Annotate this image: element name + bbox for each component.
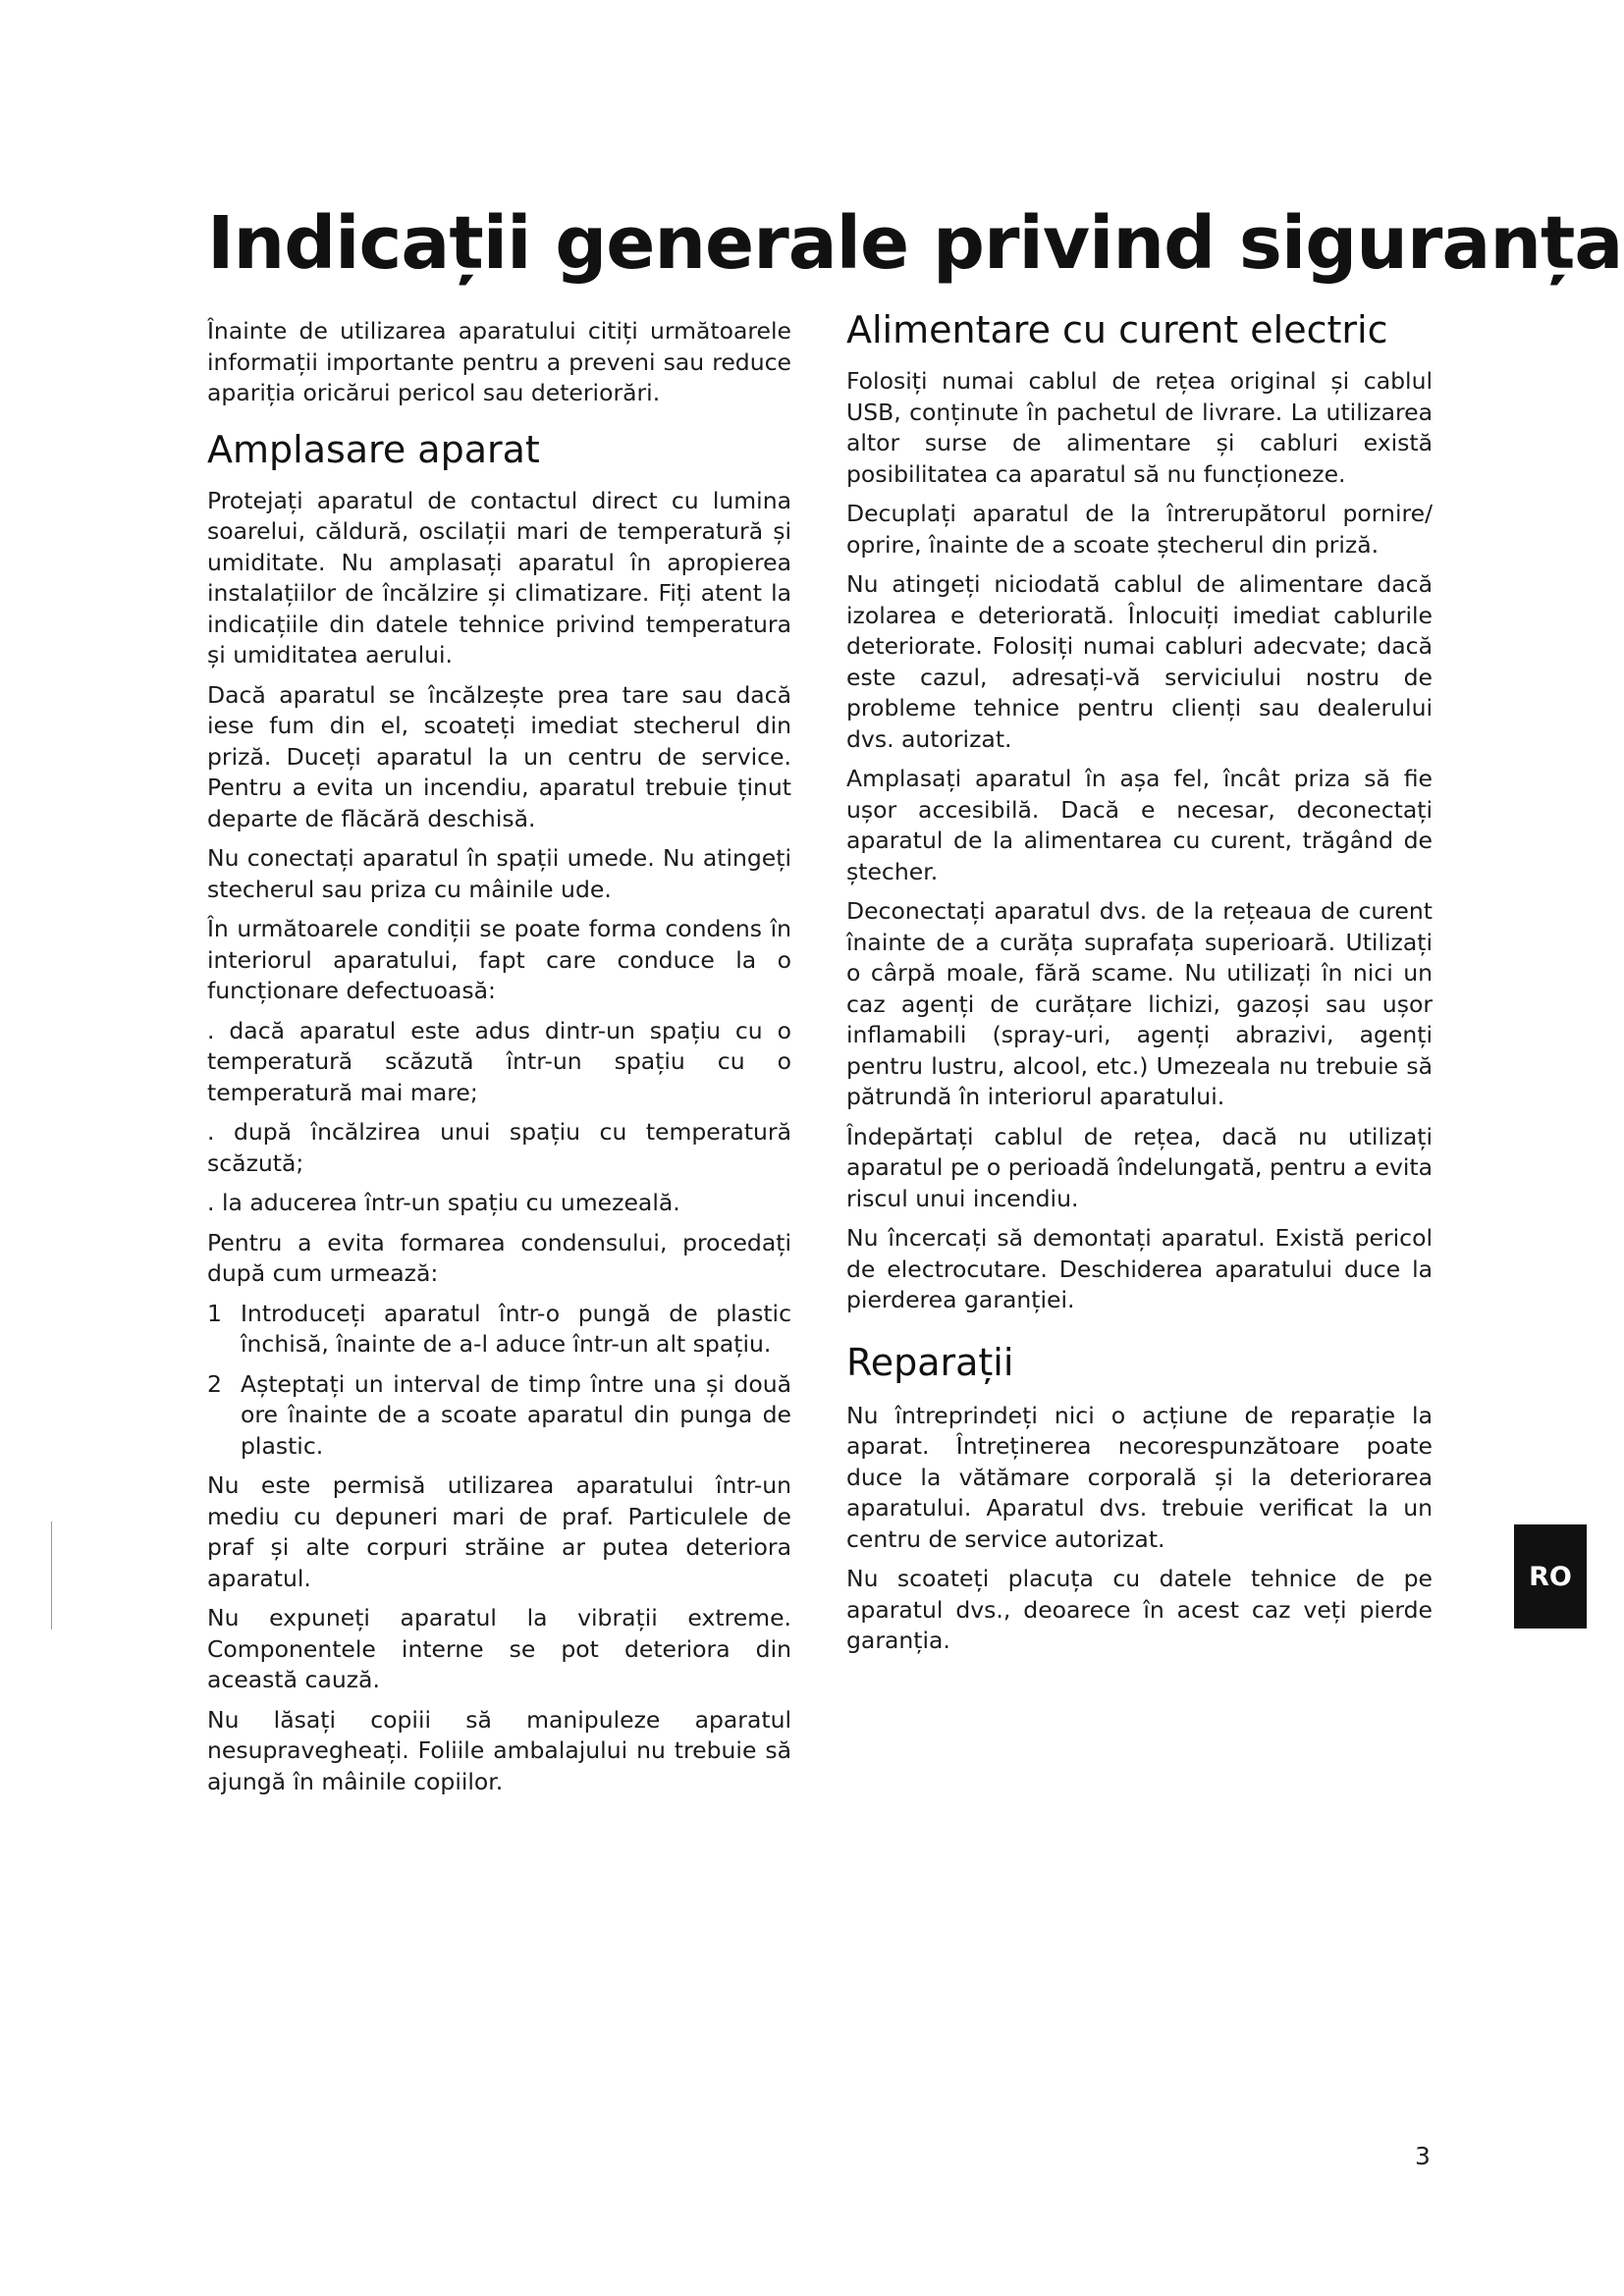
paragraph: În următoarele condiții se poate forma condens în interiorul aparatului, fapt care conduce la o funcționare defectuoasă: (207, 915, 791, 1004)
right-column (846, 307, 1433, 1666)
item-text: Introduceți aparatul într-o pungă de plastic închisă, înainte de a-l aduce într-un alt spațiu. (241, 1299, 791, 1358)
item-text: Așteptați un interval de timp între una și două ore înainte de a scoate aparatul din punga de plastic. (241, 1369, 791, 1460)
paragraph: Dacă aparatul se încălzește prea tare sau dacă iese fum din el, scoateți imediat stecherul din priză. Duceți aparatul la un centru de service. Pentru a evita un incendiu, aparatul trebuie ținut departe de flăcără deschisă. (207, 680, 791, 832)
paragraph: Nu lăsați copiii să manipuleze aparatul nesupravegheați. Foliile ambalajului nu trebuie să ajungă în mâinile copiilor. (207, 1705, 791, 1795)
paragraph: Nu este permisă utilizarea aparatului într-un mediu cu depuneri mari de praf. Particulele de praf și alte corpuri străine ar putea deteriora aparatul. (207, 1471, 791, 1592)
bullet-item: . dacă aparatul este adus dintr-un spațiu cu o temperatură scăzută într-un spațiu cu o temperatură mai mare; (207, 1016, 791, 1106)
paragraph: Nu conectați aparatul în spații umede. Nu atingeți stecherul sau priza cu mâinile ude. (207, 844, 791, 903)
margin-rule (51, 1522, 52, 1629)
paragraph: Nu expuneți aparatul la vibrații extreme. Componentele interne se pot deteriora din această cauză. (207, 1604, 791, 1693)
paragraph: Nu scoateți placuța cu datele tehnice de pe aparatul dvs., deoarece în acest caz veți pierde garanția. (846, 1565, 1433, 1654)
paragraph: Amplasați aparatul în așa fel, încât priza să fie ușor accesibilă. Dacă e necesar, deconectați aparatul de la alimentarea cu curent, trăgând de ștecher. (846, 765, 1433, 885)
paragraph: Nu atingeți niciodată cablul de alimentare dacă izolarea e deteriorată. Înlocuiți imediat cablurile deteriorate. Folosiți numai cabluri adecvate; dacă este cazul, adresați-vă serviciului nostru de probleme tehnice pentru clienți sau dealerului dvs. autorizat. (846, 570, 1433, 753)
paragraph: Deconectați aparatul dvs. de la rețeaua de curent înainte de a curăța suprafața superioară. Utilizați o cârpă moale, fără scame. Nu utilizați în nici un caz agenți de curățare lichizi, gazoși sau ușor inflamabili (spray-uri, agenți abrazivi, agenți pentru lustru, alcool, etc.) Umezeala nu trebuie să pătrundă în interiorul aparatului. (846, 897, 1433, 1110)
section-heading-amplasare: Amplasare aparat (207, 427, 540, 471)
bullet-item: . după încălzirea unui spațiu cu temperatură scăzută; (207, 1118, 791, 1177)
paragraph: Protejați aparatul de contactul direct cu lumina soarelui, căldură, oscilații mari de temperatură și umiditate. Nu amplasați aparatul în apropierea instalațiilor de încălzire și climatizare. Fiți atent la indicațiile din datele tehnice privind temperatura și umiditatea aerului. (207, 486, 791, 668)
numbered-item (207, 1299, 791, 1361)
section-heading-alimentare: Alimentare cu curent electric (846, 308, 1388, 351)
section-heading-reparatii: Reparații (846, 1340, 1014, 1384)
left-column (207, 316, 791, 1806)
paragraph: Nu încercați să demontați aparatul. Există pericol de electrocutare. Deschiderea aparatului duce la pierderea garanției. (846, 1224, 1433, 1313)
item-number: 2 (207, 1369, 222, 1398)
paragraph: Decuplați aparatul de la întrerupătorul pornire/ oprire, înainte de a scoate ștecherul din priză. (846, 500, 1433, 559)
intro-paragraph: Înainte de utilizarea aparatului citiți următoarele informații importante pentru a preveni sau reduce apariția oricărui pericol sau deteriorări. (207, 317, 791, 406)
paragraph: Îndepărtați cablul de rețea, dacă nu utilizați aparatul pe o perioadă îndelungată, pentru a evita riscul unui incendiu. (846, 1122, 1433, 1212)
page-number: 3 (1415, 2142, 1431, 2170)
bullet-item: . la aducerea într-un spațiu cu umezeală. (207, 1189, 680, 1216)
item-number: 1 (207, 1299, 222, 1327)
paragraph: Pentru a evita formarea condensului, procedați după cum urmează: (207, 1228, 791, 1287)
page-title: Indicații generale privind siguranța (207, 201, 1623, 286)
paragraph: Nu întreprindeți nici o acțiune de reparație la aparat. Întreținerea necorespunzătoare poate duce la vătămare corporală și la deteriorarea aparatului. Aparatul dvs. trebuie verificat la un centru de service autorizat. (846, 1401, 1433, 1553)
numbered-item (207, 1369, 791, 1463)
language-tab: RO (1514, 1524, 1587, 1629)
paragraph: Folosiți numai cablul de rețea original și cablul USB, conținute în pachetul de livrare. La utilizarea altor surse de alimentare și cabluri există posibilitatea ca aparatul să nu funcționeze. (846, 367, 1433, 488)
